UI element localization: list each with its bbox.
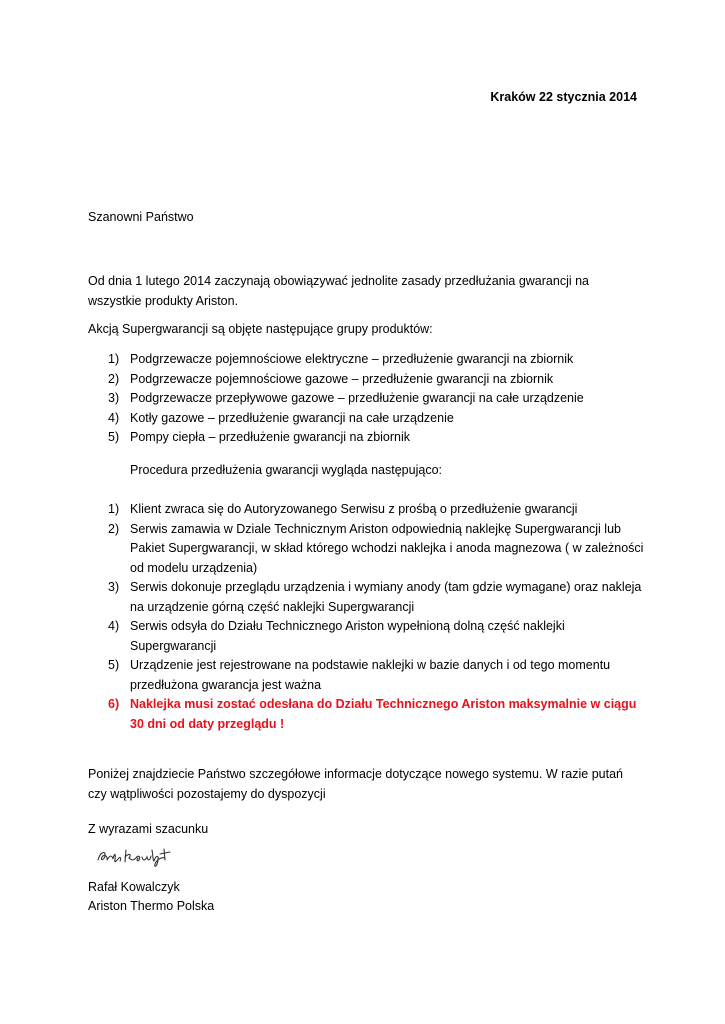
list-item bbox=[88, 428, 648, 448]
procedure-steps-list bbox=[88, 500, 648, 734]
list-item-number: 3) bbox=[108, 391, 120, 405]
list-item-number: 4) bbox=[108, 410, 120, 425]
list-item-number: 1) bbox=[108, 502, 120, 516]
list-item-number: 1) bbox=[108, 352, 120, 366]
intro-paragraph: Od dnia 1 lutego 2014 zaczynają obowiązywać jednolite zasady przedłużania gwarancji na wszystkie produkty Ariston. bbox=[88, 274, 590, 308]
greeting: Szanowni Państwo bbox=[88, 210, 194, 224]
list-item-text: Serwis zamawia w Dziale Technicznym Ariston odpowiednią naklejkę Supergwarancji lub Pakiet Supergwarancji, w skład którego wchodzi naklejka i anoda magnezowa ( w zależności od modelu urządzenia) bbox=[130, 521, 644, 575]
list-item-text: Urządzenie jest rejestrowane na podstawie naklejki w bazie danych i od tego momentu przedłużona gwarancja jest ważna bbox=[130, 658, 611, 692]
signature-image bbox=[92, 840, 192, 872]
list-item-number: 3) bbox=[108, 580, 120, 594]
list-item-number: 4) bbox=[108, 619, 120, 633]
product-groups-list bbox=[88, 350, 648, 448]
list-item-text: Kotły gazowe – przedłużenie gwarancji na całe urządzenie bbox=[130, 410, 454, 425]
list-item bbox=[88, 656, 648, 695]
closing-paragraph: Poniżej znajdziecie Państwo szczegółowe informacje dotyczące nowego systemu. W razie putań czy wątpliwości pozostajemy do dyspozycji bbox=[88, 767, 623, 801]
list-item-number: 2) bbox=[108, 371, 120, 386]
list-item bbox=[88, 578, 648, 617]
list-item bbox=[88, 409, 648, 429]
list-item-text: Klient zwraca się do Autoryzowanego Serwisu z prośbą o przedłużenie gwarancji bbox=[130, 502, 578, 516]
list-item-text: Podgrzewacze pojemnościowe elektryczne – przedłużenie gwarancji na zbiornik bbox=[130, 352, 574, 366]
groups-intro: Akcją Supergwarancji są objęte następujące grupy produktów: bbox=[88, 322, 433, 336]
signatory-company: Ariston Thermo Polska bbox=[88, 899, 215, 913]
list-item-number: 5) bbox=[108, 658, 120, 672]
letter-date: Kraków 22 stycznia 2014 bbox=[490, 90, 637, 104]
list-item bbox=[88, 520, 648, 579]
list-item-text: Pompy ciepła – przedłużenie gwarancji na zbiornik bbox=[130, 430, 411, 444]
list-item bbox=[88, 617, 648, 656]
list-item bbox=[88, 500, 648, 520]
list-item bbox=[88, 350, 648, 370]
list-item-number: 6) bbox=[108, 697, 120, 711]
list-item-text: Serwis dokonuje przeglądu urządzenia i wymiany anody (tam gdzie wymagane) oraz nakleja na urządzenie górną część naklejki Supergwarancji bbox=[130, 580, 642, 614]
procedure-title: Procedura przedłużenia gwarancji wygląda następująco: bbox=[130, 463, 442, 477]
list-item-text: Serwis odsyła do Działu Technicznego Ariston wypełnioną dolną część naklejki Supergwarancji bbox=[130, 619, 565, 653]
highlighted-list-item bbox=[88, 695, 648, 734]
list-item bbox=[88, 389, 648, 409]
signatory-name: Rafał Kowalczyk bbox=[88, 880, 180, 894]
list-item-text: Podgrzewacze przepływowe gazowe – przedłużenie gwarancji na całe urządzenie bbox=[130, 391, 584, 405]
list-item bbox=[88, 370, 648, 390]
closing-salutation: Z wyrazami szacunku bbox=[88, 822, 209, 836]
list-item-text: Podgrzewacze pojemnościowe gazowe – przedłużenie gwarancji na zbiornik bbox=[130, 371, 554, 386]
list-item-number: 2) bbox=[108, 521, 120, 536]
list-item-number: 5) bbox=[108, 430, 120, 444]
list-item-text: Naklejka musi zostać odesłana do Działu Technicznego Ariston maksymalnie w ciągu 30 dni od daty przeglądu ! bbox=[130, 697, 637, 731]
